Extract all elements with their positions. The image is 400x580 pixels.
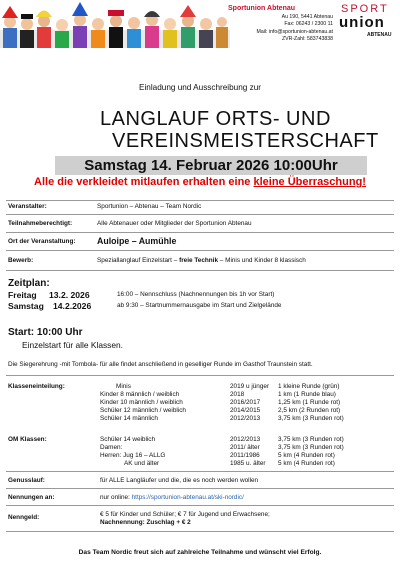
class-name: Schüler 14 männlich [100,415,158,422]
klassen-table [100,383,396,423]
genusslauf-label: Genusslauf: [8,477,45,484]
divider [6,250,394,251]
ort-value: Auloipe – Aumühle [97,236,177,246]
start-subtext: Einzelstart für alle Klassen. [22,340,124,350]
nenngeld-label: Nenngeld: [8,514,40,521]
zeitplan-day: Freitag [8,290,37,300]
nenngeld-value-1: € 5 für Kinder und Schüler; € 7 für Jugend und Erwachsene; [100,511,270,518]
table-row [100,415,396,423]
zeitplan-time: ab 9:30 – Startnummernausgabe im Start und Zielgelände [117,302,282,309]
nennungen-prefix: nur online: [100,494,132,501]
class-year: 2016/2017 [230,399,261,406]
class-distance: 2,5 km (2 Runden rot) [278,407,341,414]
table-row [100,452,396,460]
start-heading: Start: 10:00 Uhr [8,327,83,338]
divider [6,270,394,271]
divider [6,214,394,215]
class-distance: 1,25 km (1 Runde rot) [278,399,341,406]
table-row [100,460,396,468]
zeitplan-day: Samstag [8,301,44,311]
class-name: Damen: [100,444,123,451]
class-name: Schüler 12 männlich / weiblich [100,407,186,414]
class-distance: 1 kleine Runde (grün) [278,383,340,390]
zeitplan-date: 13.2. 2026 [49,290,90,300]
veranstalter-value: Sportunion – Abtenau – Team Nordic [97,203,202,210]
intro-text: Einladung und Ausschreibung zur [139,83,261,92]
divider [6,232,394,233]
bewerb-part-a: Speziallanglauf Einzelstart – [97,257,180,264]
ort-label: Ort der Veranstaltung: [8,238,76,245]
event-date: Samstag 14. Februar 2026 10:00Uhr [84,157,338,174]
logo-sport-text: SPORT [341,3,389,15]
nenngeld-value-2: Nachnennung: Zuschlag + € 2 [100,519,191,526]
class-name: Schüler 14 weiblich [100,436,156,443]
class-year: 2019 u jünger [230,383,270,390]
class-name: Kinder 8 männlich / weiblich [100,391,180,398]
class-distance: 3,75 km (3 Runden rot) [278,436,344,443]
table-row [100,436,396,444]
table-row [100,391,396,399]
teilnahme-value: Alle Abtenauer oder Mitglieder der Sportunion Abtenau [97,220,252,227]
table-row [100,399,396,407]
mail-line: Mail: info@sportunion-abtenau.at [256,28,333,35]
zeitplan-date: 14.2.2026 [53,301,92,311]
class-distance: 5 km (4 Runden rot) [278,460,335,467]
divider [6,200,394,201]
class-name: Kinder 10 männlich / weiblich [100,399,183,406]
club-address [232,14,333,44]
divider [6,375,394,376]
class-year: 2018 [230,391,245,398]
bewerb-value [97,257,306,264]
divider [6,471,394,472]
divider [6,505,394,506]
zeitplan-time: 16:00 – Nennschluss (Nachnennungen bis 1h vor Start) [117,291,275,298]
veranstalter-label: Veranstalter: [8,203,47,210]
nennungen-value [100,494,244,501]
divider [6,531,394,532]
closing-message: Das Team Nordic freut sich auf zahlreiche Teilnahme und wünscht viel Erfolg. [78,549,322,556]
om-table [100,436,396,468]
class-year: 1985 u. älter [230,460,266,467]
om-label: OM Klassen: [8,436,47,443]
teilnahme-label: Teilnahmeberechtigt: [8,220,73,227]
zeitplan-heading: Zeitplan: [8,278,50,289]
table-row [100,383,396,391]
table-row [100,444,396,452]
fax-line: Fax: 06243 / 2300 11 [284,21,333,28]
class-year: 2012/2013 [230,436,261,443]
class-name: Herren: Jug 16 – ALLG [100,452,166,459]
zvr-line: ZVR-Zahl: 583743838 [281,36,333,43]
bewerb-part-c: – Minis und Kinder 8 klassisch [218,257,306,264]
bewerb-label: Bewerb: [8,257,34,264]
logo-union-text: union [339,14,385,31]
sportunion-logo [333,3,397,43]
class-year: 2011/ älter [230,444,260,451]
costume-surprise-note [0,176,400,188]
class-distance: 1 km (1 Runde blau) [278,391,336,398]
klassen-label: Klasseneinteilung: [8,383,65,390]
nennungen-label: Nennungen an: [8,494,55,501]
bewerb-part-b: freie Technik [179,257,219,264]
title-line-1: LANGLAUF ORTS- UND [100,108,331,130]
costume-crowd-illustration [0,0,230,48]
class-distance: 3,75 km (3 Runden rot) [278,444,344,451]
address-line: Au 190, 5441 Abtenau [281,14,333,20]
logo-abtenau-text: ABTENAU [367,32,392,38]
class-year: 2012/2013 [230,415,261,422]
class-distance: 3,75 km (3 Runden rot) [278,415,344,422]
registration-link[interactable]: https://sportunion-abtenau.at/ski-nordic/ [131,494,244,501]
class-distance: 5 km (4 Runden rot) [278,452,335,459]
divider [6,488,394,489]
class-name: AK und älter [124,460,160,467]
class-year: 2014/2015 [230,407,261,414]
class-year: 2011/1986 [230,452,260,459]
club-name: Sportunion Abtenau [228,5,296,12]
genusslauf-value: für ALLE Langläufer und die, die es noch werden wollen [100,477,259,484]
siegerehrung-text: Die Siegerehrung -mit Tombola- für alle findet anschließend in geselliger Runde im Gasthof Traunstein statt. [8,361,313,368]
surprise-underlined: kleine Überraschung! [253,176,366,188]
class-name: Minis [116,383,131,390]
table-row [100,407,396,415]
title-line-2: VEREINSMEISTERSCHAFT [112,130,379,152]
surprise-text: Alle die verkleidet mitlaufen erhalten eine [34,176,254,188]
